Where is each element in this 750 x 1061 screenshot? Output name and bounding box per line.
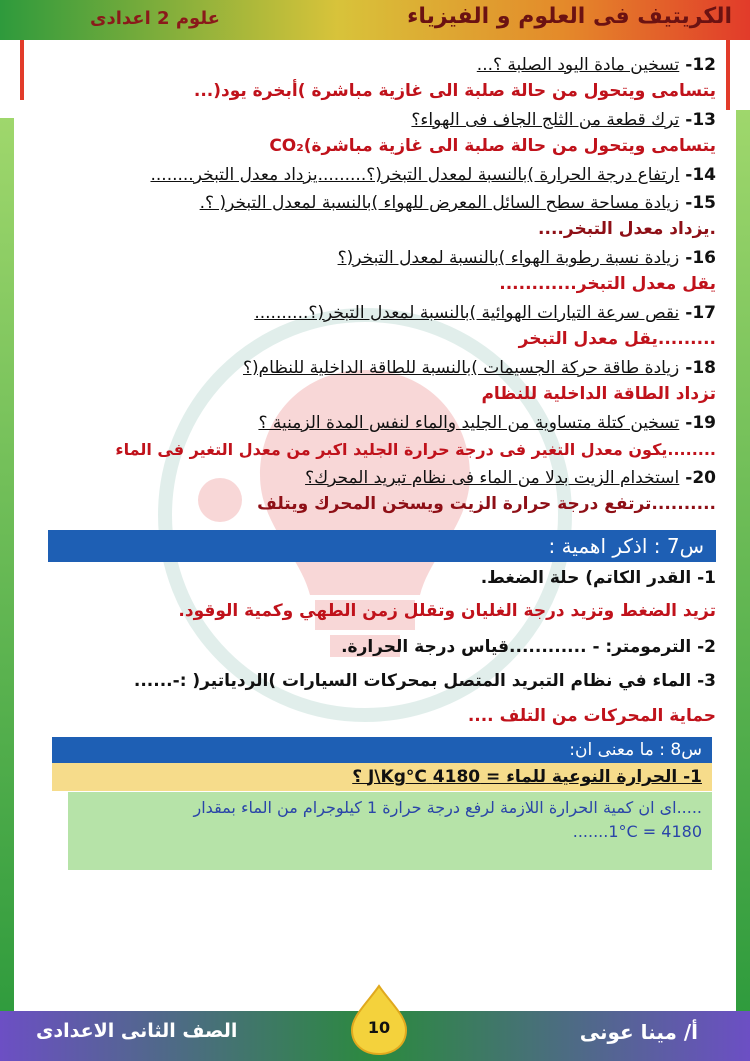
question-text: زيادة نسبة رطوبة الهواء )بالنسبة لمعدل التبخر(؟ [337, 248, 680, 268]
question-number: 18- [685, 358, 716, 378]
question-number: 19- [685, 413, 716, 433]
header-subject: علوم 2 اعدادى [90, 8, 220, 29]
question-text: زيادة طاقة حركة الجسيمات )بالنسبة للطاقة الداخلية للنظام(؟ [243, 358, 680, 378]
question-number: 12- [685, 55, 716, 75]
section7-item-1 [40, 568, 716, 588]
answer-text: يتسامى ويتحول من حالة صلبة الى غازية مباشرة)CO₂ [269, 136, 716, 156]
question-12 [30, 52, 716, 105]
question-text: تسخين مادة اليود الصلبة ؟... [476, 55, 680, 75]
section7-item-2 [40, 637, 716, 657]
question-18 [30, 355, 716, 408]
section8-header: س8 : ما معنى ان: [52, 737, 712, 763]
answer-text: .........يقل معدل التبخر [518, 329, 716, 349]
question-number: 16- [685, 248, 716, 268]
right-accent [726, 40, 730, 110]
question-19 [30, 410, 716, 463]
footer-grade: الصف الثانى الاعدادى [36, 1020, 238, 1042]
answer-text: يقل معدل التبخر............ [499, 274, 716, 294]
question-number: 14- [685, 165, 716, 185]
footer-teacher: أ/ مينا عونى [579, 1020, 698, 1044]
section8-answer [68, 792, 712, 870]
answer-text: .يزداد معدل التبخر.... [538, 219, 716, 239]
question-13 [30, 107, 716, 160]
section8-question-text: 1- الحرارة النوعية للماء = 4180 J\Kg°C ؟ [352, 767, 702, 787]
section7-item-label: 2- الترمومتر: - ............قياس درجة الحرارة. [341, 637, 716, 657]
question-text: زيادة مساحة سطح السائل المعرض للهواء )بالنسبة لمعدل التبخر( ؟. [199, 193, 680, 213]
section7-answer-1 [40, 601, 716, 621]
section7-item-3 [40, 671, 716, 691]
section7-item-answer: تزيد الضغط وتزيد درجة الغليان وتقلل زمن الطهي وكمية الوقود. [178, 601, 716, 621]
question-text: استخدام الزيت بدلا من الماء فى نظام تبريد المحرك؟ [305, 468, 680, 488]
left-border [0, 118, 14, 1038]
page-number: 10 [367, 1018, 391, 1037]
question-number: 17- [685, 303, 716, 323]
section7-item-label: 3- الماء في نظام التبريد المتصل بمحركات السيارات )الردياتير( :-...... [133, 671, 716, 691]
answer-text: تزداد الطاقة الداخلية للنظام [481, 384, 716, 404]
question-text: ترك قطعة من الثلج الجاف فى الهواء؟ [411, 110, 680, 130]
question-17 [30, 300, 716, 353]
question-number: 20- [685, 468, 716, 488]
section7-item-answer: حماية المحركات من التلف .... [467, 706, 716, 726]
question-20 [30, 465, 716, 518]
question-16 [30, 245, 716, 298]
header-title: الكريتيف فى العلوم و الفيزياء [407, 4, 732, 29]
question-number: 15- [685, 193, 716, 213]
section8-question [52, 763, 712, 791]
section7-header: س7 : اذكر اهمية : [48, 530, 716, 562]
answer-text: ........يكون معدل التغير فى درجة حرارة الجليد اكبر من معدل التغير فى الماء [115, 440, 716, 459]
section8-answer-line-2: 1°C = 4180....... [572, 822, 702, 841]
question-number: 13- [685, 110, 716, 130]
right-border [736, 110, 750, 1030]
answer-text: يتسامى ويتحول من حالة صلبة الى غازية مباشرة )أبخرة يود(... [193, 81, 716, 101]
section7-item-label: 1- القدر الكاتم) حلة الضغط. [480, 568, 716, 588]
section7-answer-3 [40, 706, 716, 726]
question-text: ارتفاع درجة الحرارة )بالنسبة لمعدل التبخر(؟.........يزداد معدل التبخر........ [150, 165, 680, 185]
questions-list [30, 52, 716, 520]
question-14 [30, 162, 716, 188]
answer-text: ..........ترتفع درجة حرارة الزيت ويسخن المحرك ويتلف [257, 494, 716, 514]
section8-answer-line-1: .....اى ان كمية الحرارة اللازمة لرفع درجة حرارة 1 كيلوجرام من الماء بمقدار [193, 798, 702, 817]
question-15 [30, 190, 716, 243]
question-text: تسخين كتلة متساوية من الجليد والماء لنفس المدة الزمنية ؟ [258, 413, 680, 433]
left-accent [20, 40, 24, 100]
question-text: نقص سرعة التيارات الهوائية )بالنسبة لمعدل التبخر(؟.......... [254, 303, 680, 323]
